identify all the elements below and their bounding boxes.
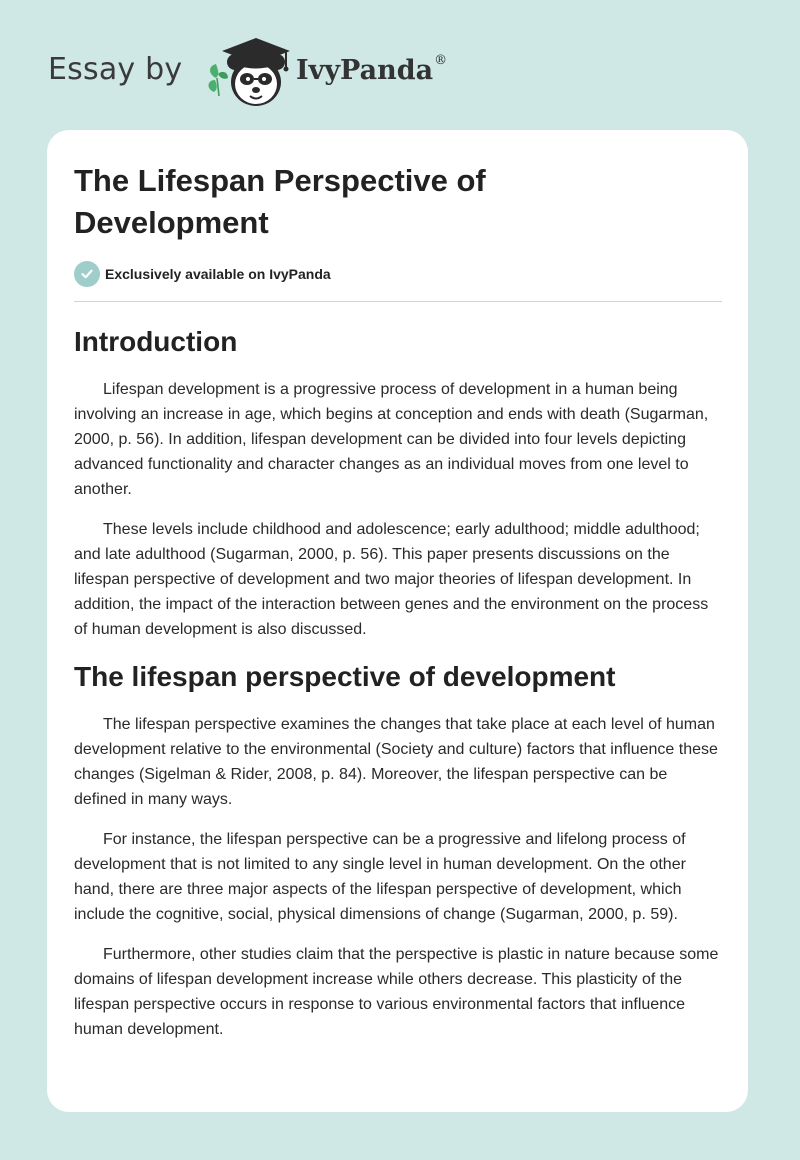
paragraph: The lifespan perspective examines the changes that take place at each level of human development relative to the environmental (Society and culture) factors that influence these changes (Sigelman & Rider, 2008, p. 84). Moreover, the lifespan perspective can be defined in many ways. xyxy=(74,716,718,808)
paragraph: For instance, the lifespan perspective can be a progressive and lifelong process of development that is not limited to any single level in human development. On the other hand, there are three major aspects of the lifespan perspective of development, which include the cognitive, social, physical dimensions of change (Sugarman, 2000, p. 59). xyxy=(74,831,686,923)
divider xyxy=(74,301,722,302)
paragraph: These levels include childhood and adolescence; early adulthood; middle adulthood; and late adulthood (Sugarman, 2000, p. 56). This paper presents discussions on the lifespan perspective of development and two major theories of lifespan development. In addition, the impact of the interaction between genes and the environment on the process of human development is also discussed. xyxy=(74,521,709,638)
exclusive-badge xyxy=(74,260,722,288)
paragraph: Lifespan development is a progressive process of development in a human being involving an increase in age, which begins at conception and ends with death (Sugarman, 2000, p. 56). In addition, lifespan development can be divided into four levels depicting advanced functionality and character changes as an individual moves from one level to another. xyxy=(74,381,709,498)
section-heading-introduction: Introduction xyxy=(74,326,238,357)
section-heading-lifespan-perspective: The lifespan perspective of development xyxy=(74,661,616,692)
brand-prefix: Essay by xyxy=(48,52,183,87)
paragraph: Furthermore, other studies claim that the perspective is plastic in nature because some domains of lifespan development increase while others decrease. This plasticity of the lifespan perspective occurs in response to various environmental factors that influence human development. xyxy=(74,946,719,1038)
check-circle-icon xyxy=(74,261,100,287)
trademark-symbol: ® xyxy=(434,53,448,68)
site-header xyxy=(48,34,508,114)
essay-title: The Lifespan Perspective of Development xyxy=(74,163,486,240)
brand-name[interactable]: IvyPanda® xyxy=(296,53,448,86)
exclusive-label: Exclusively available on IvyPanda xyxy=(105,266,331,282)
panda-graduate-icon[interactable] xyxy=(202,34,298,110)
essay-card xyxy=(47,130,748,1112)
